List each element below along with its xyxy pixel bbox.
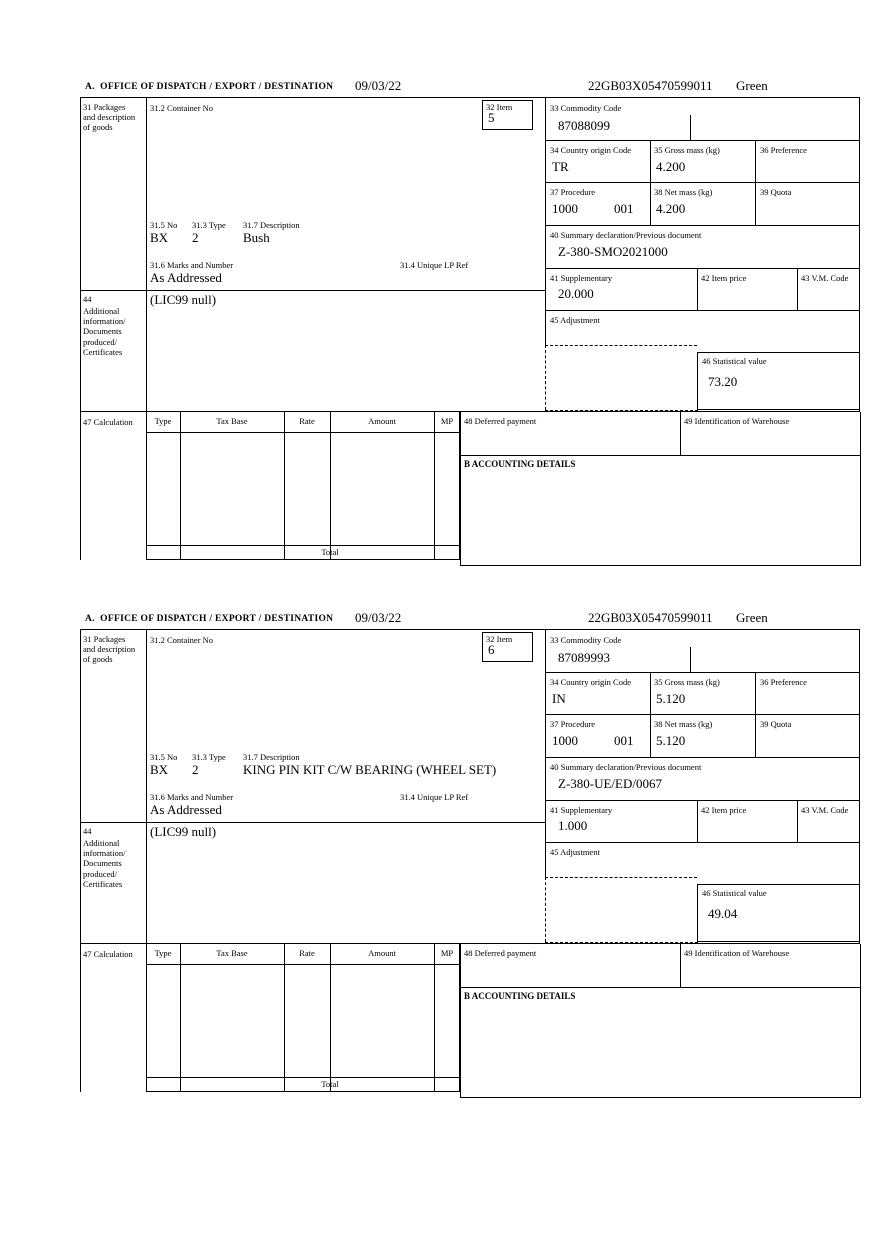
total-row-line [146, 545, 460, 546]
box34-label: 34 Country origin Code [550, 677, 631, 687]
package-count-value: BX [150, 230, 169, 245]
box33-label: 33 Commodity Code [550, 103, 622, 113]
total-label: Total [321, 1079, 339, 1089]
box35-label: 35 Gross mass (kg) [654, 145, 720, 155]
calc-col-divider [284, 944, 285, 1092]
additional-info-value: (LIC99 null) [150, 292, 217, 307]
dashed-line [545, 345, 697, 346]
tax-base-header: Tax Base [216, 948, 248, 958]
box31-5-label: 31.5 No [150, 752, 178, 762]
box39-label: 39 Quota [760, 719, 792, 729]
statistical-value-box [697, 884, 860, 942]
item-number-box [482, 632, 533, 662]
box48-label: 48 Deferred payment [464, 948, 537, 958]
box48-bottom-line [460, 455, 860, 456]
box36-label: 36 Preference [760, 677, 807, 687]
office-of-dispatch-header: A. OFFICE OF DISPATCH / EXPORT / DESTINATION [85, 614, 334, 624]
marks-value: As Addressed [150, 270, 222, 285]
commodity-code-value: 87089993 [558, 650, 610, 665]
mp-header: MP [440, 948, 454, 958]
box44-top-line [80, 290, 545, 291]
commodity-code-value: 87088099 [558, 118, 610, 133]
left-border-extension [80, 412, 81, 560]
mid-right-divider-dashed [545, 345, 546, 410]
procedure-value: 1000 [552, 733, 578, 748]
sad-item-form [80, 629, 861, 1098]
item-number-value: 6 [488, 642, 495, 657]
box46-label: 46 Statistical value [702, 356, 767, 366]
col-divider [650, 140, 651, 225]
box35-label: 35 Gross mass (kg) [654, 677, 720, 687]
col-divider [755, 140, 756, 225]
right-border-extension [860, 944, 861, 1097]
tax-type-header: Type [154, 416, 172, 426]
box40-bottom-line [545, 268, 860, 269]
box32-label: 32 Item [486, 634, 513, 644]
box48-left-border [460, 944, 461, 1097]
mid-right-divider [545, 97, 546, 345]
box49-label: 49 Identification of Warehouse [684, 948, 790, 958]
box31-5-label: 31.5 No [150, 220, 178, 230]
calc-col-divider [284, 412, 285, 560]
calc-col-divider [330, 412, 331, 560]
declaration-reference: 22GB03X05470599011 [588, 78, 713, 93]
additional-info-value: (LIC99 null) [150, 824, 217, 839]
accounting-details-header: B ACCOUNTING DETAILS [464, 459, 576, 469]
box41-row-bottom-line [545, 310, 860, 311]
box48-49-divider [680, 944, 681, 987]
box41-row-bottom-line [545, 842, 860, 843]
box48-left-border [460, 412, 461, 565]
marks-value: As Addressed [150, 802, 222, 817]
box42-label: 42 Item price [701, 273, 747, 283]
dashed-line [545, 942, 698, 943]
left-border-extension [80, 944, 81, 1092]
rate-header: Rate [299, 948, 315, 958]
box37-row-bottom-line [545, 757, 860, 758]
box31-3-label: 31.3 Type [192, 220, 226, 230]
total-label: Total [321, 547, 339, 557]
col-divider [650, 672, 651, 757]
box34-row-bottom-line [545, 182, 860, 183]
supplementary-units-value: 20.000 [558, 286, 594, 301]
procedure-value: 1000 [552, 201, 578, 216]
amount-header: Amount [368, 948, 396, 958]
country-origin-value: IN [552, 691, 566, 706]
calc-table-outline [146, 412, 460, 560]
total-row-line [146, 1077, 460, 1078]
goods-description-value: KING PIN KIT C/W BEARING (WHEEL SET) [243, 762, 497, 777]
mp-header: MP [440, 416, 454, 426]
declaration-reference: 22GB03X05470599011 [588, 610, 713, 625]
box31-2-label: 31.2 Container No [150, 635, 214, 645]
calc-header-underline [146, 964, 460, 965]
box36-label: 36 Preference [760, 145, 807, 155]
previous-document-value: Z-380-SMO2021000 [558, 244, 668, 259]
declaration-item-block [80, 78, 861, 568]
net-mass-value: 4.200 [656, 201, 686, 216]
box49-label: 49 Identification of Warehouse [684, 416, 790, 426]
commodity-code-separator [690, 115, 691, 140]
box44-label: Additional information/ Documents produced/ Certificates [83, 838, 126, 889]
box44-number: 44 [83, 826, 92, 836]
box39-label: 39 Quota [760, 187, 792, 197]
box33-bottom-line [545, 140, 860, 141]
office-of-dispatch-header: A. OFFICE OF DISPATCH / EXPORT / DESTINATION [85, 82, 334, 92]
box34-row-bottom-line [545, 714, 860, 715]
box31-3-label: 31.3 Type [192, 752, 226, 762]
previous-document-value: Z-380-UE/ED/0067 [558, 776, 662, 791]
calc-col-divider [434, 412, 435, 560]
calc-header-underline [146, 432, 460, 433]
col-divider [797, 268, 798, 310]
calc-table-outline [146, 944, 460, 1092]
procedure-extension-value: 001 [614, 733, 634, 748]
box40-label: 40 Summary declaration/Previous document [550, 762, 702, 772]
routing-indicator: Green [736, 78, 768, 93]
gross-mass-value: 4.200 [656, 159, 686, 174]
box44-label: Additional information/ Documents produced/ Certificates [83, 306, 126, 357]
box48-bottom-line [460, 987, 860, 988]
tax-type-header: Type [154, 948, 172, 958]
box48-49-divider [680, 412, 681, 455]
box38-label: 38 Net mass (kg) [654, 187, 713, 197]
tax-base-header: Tax Base [216, 416, 248, 426]
routing-indicator: Green [736, 610, 768, 625]
right-border-extension [860, 412, 861, 565]
commodity-code-separator [690, 647, 691, 672]
rate-header: Rate [299, 416, 315, 426]
box43-label: 43 V.M. Code [801, 273, 849, 283]
box31-2-label: 31.2 Container No [150, 103, 214, 113]
declaration-item-block [80, 610, 861, 1100]
gross-mass-value: 5.120 [656, 691, 686, 706]
box41-label: 41 Supplementary [550, 805, 613, 815]
box46-label: 46 Statistical value [702, 888, 767, 898]
country-origin-value: TR [552, 159, 569, 174]
box31-4-label: 31.4 Unique LP Ref [400, 792, 469, 802]
statistical-value: 73.20 [708, 374, 738, 389]
col-divider [755, 672, 756, 757]
accounting-bottom-line [460, 1097, 861, 1098]
package-count-value: BX [150, 762, 169, 777]
box31-label: 31 Packages and description of goods [83, 634, 136, 665]
col-divider [697, 800, 698, 842]
sad-item-form [80, 97, 861, 566]
col-divider [797, 800, 798, 842]
mid-right-divider [545, 629, 546, 877]
box32-label: 32 Item [486, 102, 513, 112]
box43-label: 43 V.M. Code [801, 805, 849, 815]
accounting-bottom-line [460, 565, 861, 566]
block-header [80, 78, 861, 96]
calc-col-divider [330, 944, 331, 1092]
mid-right-divider-dashed [545, 877, 546, 942]
box33-bottom-line [545, 672, 860, 673]
dashed-line [545, 410, 698, 411]
statistical-value-box [697, 352, 860, 410]
box42-label: 42 Item price [701, 805, 747, 815]
box45-label: 45 Adjustment [550, 847, 600, 857]
item-number-value: 5 [488, 110, 495, 125]
calc-col-divider [180, 412, 181, 560]
calc-col-divider [180, 944, 181, 1092]
col-divider [697, 268, 698, 310]
box48-label: 48 Deferred payment [464, 416, 537, 426]
procedure-extension-value: 001 [614, 201, 634, 216]
box31-6-label: 31.6 Marks and Number [150, 792, 234, 802]
accounting-details-header: B ACCOUNTING DETAILS [464, 991, 576, 1001]
left-column-divider [146, 629, 147, 944]
package-type-value: 2 [192, 762, 199, 777]
box31-6-label: 31.6 Marks and Number [150, 260, 234, 270]
box40-label: 40 Summary declaration/Previous document [550, 230, 702, 240]
dashed-line [545, 877, 697, 878]
box44-number: 44 [83, 294, 92, 304]
box34-label: 34 Country origin Code [550, 145, 631, 155]
amount-header: Amount [368, 416, 396, 426]
net-mass-value: 5.120 [656, 733, 686, 748]
declaration-date: 09/03/22 [355, 78, 402, 93]
item-number-box [482, 100, 533, 130]
goods-description-value: Bush [243, 230, 270, 245]
block-header [80, 610, 861, 628]
box40-bottom-line [545, 800, 860, 801]
calc-col-divider [434, 944, 435, 1092]
statistical-value: 49.04 [708, 906, 738, 921]
box38-label: 38 Net mass (kg) [654, 719, 713, 729]
supplementary-units-value: 1.000 [558, 818, 588, 833]
box33-label: 33 Commodity Code [550, 635, 622, 645]
box31-4-label: 31.4 Unique LP Ref [400, 260, 469, 270]
box31-7-label: 31.7 Description [243, 220, 300, 230]
left-column-divider [146, 97, 147, 412]
declaration-date: 09/03/22 [355, 610, 402, 625]
box47-label: 47 Calculation [83, 949, 133, 959]
box37-label: 37 Procedure [550, 187, 596, 197]
box47-label: 47 Calculation [83, 417, 133, 427]
box44-top-line [80, 822, 545, 823]
box41-label: 41 Supplementary [550, 273, 613, 283]
box37-row-bottom-line [545, 225, 860, 226]
package-type-value: 2 [192, 230, 199, 245]
box37-label: 37 Procedure [550, 719, 596, 729]
box31-label: 31 Packages and description of goods [83, 102, 136, 133]
box31-7-label: 31.7 Description [243, 752, 300, 762]
box45-label: 45 Adjustment [550, 315, 600, 325]
